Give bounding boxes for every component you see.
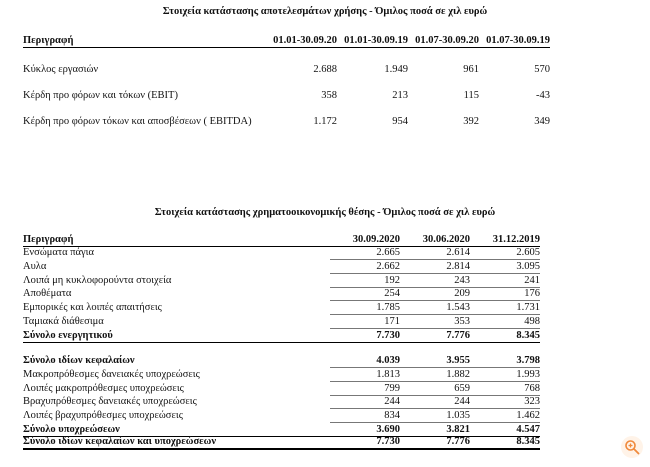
row-value: 1.731 [470,302,540,315]
results-row-ebit [23,82,550,108]
row-label: Ταμιακά διάθεσιμα [23,315,104,327]
table-row [23,260,550,274]
row-value: 768 [470,383,540,396]
table-row [23,288,550,302]
row-label: Σύνολο ιδίων κεφαλαίων και υποχρεώσεων [23,436,330,450]
results-header-col-3: 01.07-30.09.20 [415,35,479,46]
row-value: 353 [400,316,470,329]
row-value: 1.172 [313,115,337,127]
row-label: Βραχυπρόθεσμες δανειακές υποχρεώσεις [23,396,197,408]
row-value: 1.462 [470,410,540,423]
results-row-ebitda [23,108,550,134]
zoom-button[interactable] [621,436,643,458]
row-value: 176 [470,288,540,301]
row-value: 498 [470,316,540,329]
row-label: Κύκλος εργασιών [23,63,99,75]
row-value: 1.543 [400,302,470,315]
table-row [23,396,550,410]
row-label: Εμπορικές και λοιπές απαιτήσεις [23,302,162,314]
total-equity-row [23,355,550,369]
row-value: 799 [330,383,400,396]
results-header-col-2: 01.01-30.09.19 [344,35,408,46]
row-value: 2.814 [400,261,470,274]
row-label: Αποθέματα [23,288,72,300]
row-value: 2.614 [400,247,470,260]
row-value: 3.821 [400,424,470,437]
table-row [23,301,550,315]
row-value: 392 [463,115,479,127]
results-table [23,33,550,134]
table-row [23,247,550,261]
row-value: 3.690 [330,424,400,437]
balance-header-col-1: 30.09.2020 [330,234,400,247]
row-label: Αυλα [23,261,47,273]
row-value: 192 [330,275,400,288]
zoom-in-icon [624,439,640,455]
row-label: Σύνολο ενεργητικού [23,330,330,343]
row-label: Κέρδη προ φόρων και τόκων (EBIT) [23,89,178,101]
row-value: 8.345 [470,330,540,343]
row-value: 570 [534,63,550,75]
row-value: 3.798 [470,355,540,368]
balance-title: Στοιχεία κατάστασης χρηματοοικονομικής θέσης - Όμιλος ποσά σε χιλ ευρώ [154,207,496,218]
row-label: Σύνολο ιδίων κεφαλαίων [23,355,135,367]
results-header-col-1: 01.01-30.09.20 [273,35,337,46]
results-header-col-4: 01.07-30.09.19 [486,35,550,46]
balance-header-col-3: 31.12.2019 [470,234,540,247]
row-value: 1.785 [330,302,400,315]
row-value: 3.095 [470,261,540,274]
table-row [23,274,550,288]
row-value: 954 [392,115,408,127]
row-value: 323 [470,396,540,409]
table-row [23,368,550,382]
row-value: 1.035 [400,410,470,423]
row-value: 358 [321,89,337,101]
row-value: 2.688 [313,63,337,75]
results-row-revenue [23,56,550,82]
row-value: 2.665 [330,247,400,260]
total-assets-row [23,329,550,343]
row-value: 1.949 [384,63,408,75]
row-value: 4.547 [470,424,540,437]
row-value: -43 [536,89,550,101]
row-value: 659 [400,383,470,396]
balance-header-description: Περιγραφή [23,234,330,247]
row-label: Λοιπές βραχυπρόθεσμες υποχρεώσεις [23,409,183,421]
total-equity-liabilities-row [23,437,550,451]
row-value: 243 [400,275,470,288]
balance-table [23,233,550,450]
balance-header-col-2: 30.06.2020 [400,234,470,247]
row-value: 4.039 [330,355,400,368]
row-value: 349 [534,115,550,127]
row-value: 1.993 [470,369,540,382]
row-label: Κέρδη προ φόρων τόκων και αποσβέσεων ( EBITDA) [23,115,252,127]
row-label: Ενσώματα πάγια [23,247,94,259]
row-value: 2.662 [330,261,400,274]
row-label: Λοιπές μακροπρόθεσμες υποχρεώσεις [23,382,184,394]
row-value: 1.813 [330,369,400,382]
row-value: 1.882 [400,369,470,382]
row-value: 7.776 [400,436,470,450]
row-label: Σύνολο υποχρεώσεων [23,424,330,437]
row-value: 7.730 [330,436,400,450]
row-value: 115 [463,89,479,101]
table-row [23,382,550,396]
results-header-description: Περιγραφή [23,35,74,46]
table-row [23,409,550,423]
row-label: Μακροπρόθεσμες δανειακές υποχρεώσεις [23,368,200,380]
row-value: 244 [400,396,470,409]
row-value: 209 [400,288,470,301]
row-value: 7.776 [400,330,470,343]
balance-header-row [23,233,550,247]
row-value: 254 [330,288,400,301]
row-value: 8.345 [470,436,540,450]
row-value: 171 [330,316,400,329]
row-value: 7.730 [330,330,400,343]
row-value: 961 [463,63,479,75]
row-value: 241 [470,275,540,288]
results-header-row [23,33,550,48]
row-label: Λοιπά μη κυκλοφορούντα στοιχεία [23,274,172,286]
row-value: 834 [330,410,400,423]
row-value: 3.955 [400,355,470,368]
row-value: 2.605 [470,247,540,260]
table-row [23,315,550,329]
row-value: 213 [392,89,408,101]
row-value: 244 [330,396,400,409]
results-title: Στοιχεία κατάστασης αποτελεσμάτων χρήσης - Όμιλος ποσά σε χιλ ευρώ [162,6,488,17]
total-liabilities-row [23,423,550,437]
